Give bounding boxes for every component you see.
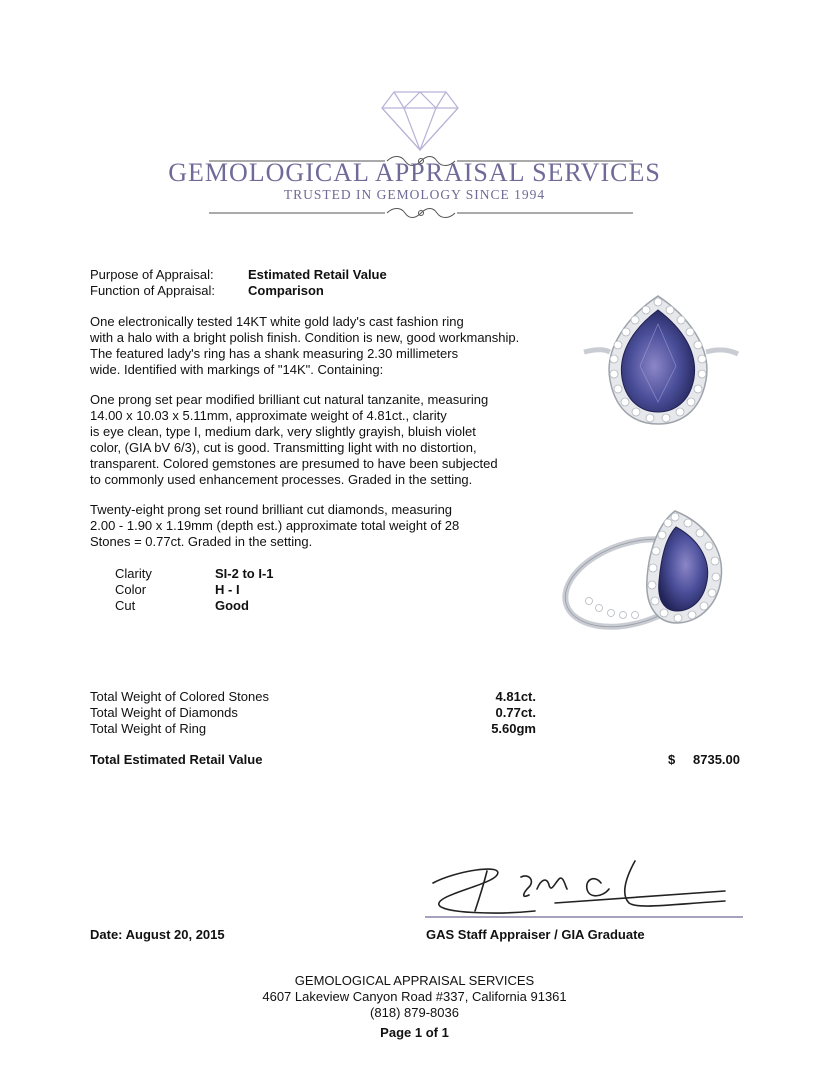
header-title: GEMOLOGICAL APPRAISAL SERVICES (168, 158, 661, 187)
total-colored-stones-label: Total Weight of Colored Stones (90, 689, 269, 704)
grading-color-label: Color (115, 582, 147, 597)
total-ring-weight-label: Total Weight of Ring (90, 721, 207, 736)
paragraph-line: The featured lady's ring has a shank measuring 2.30 millimeters (90, 346, 459, 361)
paragraph-line: transparent. Colored gemstones are presumed to have been subjected (90, 456, 498, 471)
page-number: Page 1 of 1 (380, 1025, 449, 1040)
purpose-value: Estimated Retail Value (248, 267, 387, 282)
ring-description-paragraph (90, 314, 560, 378)
total-colored-stones-value: 4.81ct. (495, 689, 536, 704)
paragraph-line: to commonly used enhancement processes. Graded in the setting. (90, 472, 473, 487)
grading-color-value: H - I (215, 582, 240, 597)
footer-company: GEMOLOGICAL APPRAISAL SERVICES (294, 973, 535, 988)
paragraph-line: One prong set pear modified brilliant cut natural tanzanite, measuring (90, 392, 489, 407)
function-label: Function of Appraisal: (90, 283, 216, 298)
total-ring-weight-value: 5.60gm (491, 721, 536, 736)
tanzanite-description-paragraph (90, 392, 560, 488)
footer-address: 4607 Lakeview Canyon Road #337, California 91361 (262, 989, 567, 1004)
paragraph-line: Twenty-eight prong set round brilliant cut diamonds, measuring (90, 502, 453, 517)
diamonds-description-paragraph (90, 502, 560, 550)
header-ornament-bottom (209, 206, 633, 220)
diamond-logo-icon (380, 86, 460, 152)
total-diamonds-label: Total Weight of Diamonds (90, 705, 238, 720)
appraisal-date: Date: August 20, 2015 (90, 927, 225, 942)
paragraph-line: Stones = 0.77ct. Graded in the setting. (90, 534, 313, 549)
grading-cut-value: Good (215, 598, 249, 613)
retail-value-label: Total Estimated Retail Value (90, 752, 263, 767)
footer-phone: (818) 879-8036 (370, 1005, 459, 1020)
grading-clarity-value: SI-2 to I-1 (215, 566, 274, 581)
retail-currency: $ (668, 752, 676, 767)
grading-clarity-label: Clarity (115, 566, 152, 581)
ring-top-view-image (580, 290, 740, 430)
appraiser-title: GAS Staff Appraiser / GIA Graduate (426, 927, 645, 942)
appraiser-signature (425, 855, 743, 925)
paragraph-line: with a halo with a bright polish finish. Condition is new, good workmanship. (90, 330, 520, 345)
purpose-label: Purpose of Appraisal: (90, 267, 214, 282)
paragraph-line: color, (GIA bV 6/3), cut is good. Transmitting light with no distortion, (90, 440, 477, 455)
paragraph-line: is eye clean, type I, medium dark, very slightly grayish, bluish violet (90, 424, 476, 439)
paragraph-line: wide. Identified with markings of "14K". Containing: (90, 362, 384, 377)
function-value: Comparison (248, 283, 324, 298)
grading-cut-label: Cut (115, 598, 136, 613)
ring-side-view-image (555, 505, 745, 640)
header-subtitle: TRUSTED IN GEMOLOGY SINCE 1994 (283, 187, 546, 202)
paragraph-line: One electronically tested 14KT white gold lady's cast fashion ring (90, 314, 464, 329)
retail-value: 8735.00 (693, 752, 740, 767)
paragraph-line: 14.00 x 10.03 x 5.11mm, approximate weight of 4.81ct., clarity (90, 408, 447, 423)
total-diamonds-value: 0.77ct. (495, 705, 536, 720)
paragraph-line: 2.00 - 1.90 x 1.19mm (depth est.) approximate total weight of 28 (90, 518, 460, 533)
